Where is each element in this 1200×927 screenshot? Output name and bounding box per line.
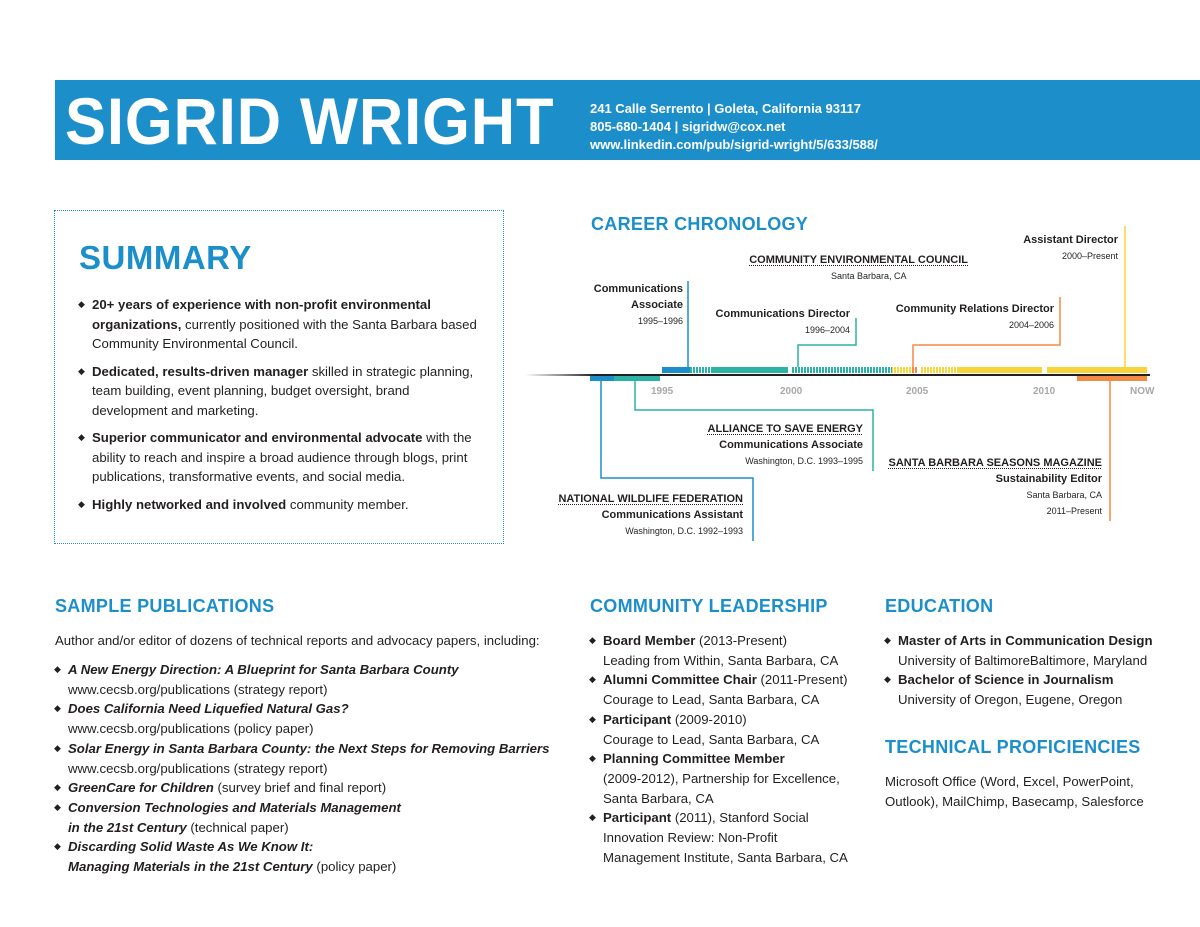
technical-text: Microsoft Office (Word, Excel, PowerPoint, Outlook), MailChimp, Basecamp, Salesforce [885, 774, 1144, 809]
label-asst-dir: Assistant Director 2000–Present [1023, 234, 1118, 261]
timeline-axis [595, 374, 1150, 376]
list-item: ◆ Board Member (2013-Present) Leading from Within, Santa Barbara, CA [589, 633, 839, 668]
list-item: ◆ Alumni Committee Chair (2011-Present) Courage to Lead, Santa Barbara, CA [589, 672, 848, 708]
bullet-icon: ◆ [589, 753, 596, 764]
list-item: ◆ Superior communicator and environmental advocate with the ability to reach and inspire a broad audience through blogs, print publications, transformative events, and social media. [78, 430, 472, 484]
label-comm-dir: Communications Director 1996–2004 [715, 308, 850, 335]
bullet-icon: ◆ [54, 801, 61, 812]
bar-asst-dir-2 [1047, 367, 1147, 373]
bullet-icon: ◆ [78, 498, 85, 509]
bullet-icon: ◆ [589, 635, 596, 645]
leadership-list [589, 631, 869, 867]
bullet-icon: ◆ [54, 703, 61, 714]
list-item: ◆ Master of Arts in Communication Design University of BaltimoreBaltimore, Maryland [884, 633, 1153, 668]
list-item: ◆ Participant (2009-2010) Courage to Lead, Santa Barbara, CA [589, 711, 820, 747]
bullet-icon: ◆ [589, 812, 596, 823]
list-item: ◆ Bachelor of Science in Journalism University of Oregon, Eugene, Oregon [884, 672, 1123, 708]
list-item: ◆ Highly networked and involved community member. [78, 495, 478, 515]
label-comm-assoc: Communications Associate 1995–1996 [593, 283, 683, 326]
timeline-axis-fade [525, 374, 595, 376]
bar-asst-dir [957, 367, 1042, 373]
bar-sbs [1077, 376, 1147, 381]
list-item: ◆ 20+ years of experience with non-profit environmental organizations, currently positioned with the Santa Barbara based Community Environmental Council. [78, 297, 477, 351]
publications-title: SAMPLE PUBLICATIONS [55, 596, 275, 616]
tick-2000: 2000 [780, 386, 803, 397]
education-title: EDUCATION [885, 596, 994, 616]
bullet-icon: ◆ [78, 365, 85, 376]
label-cec: COMMUNITY ENVIRONMENTAL COUNCIL [749, 254, 968, 266]
technical-title: TECHNICAL PROFICIENCIES [885, 737, 1141, 757]
summary-title: SUMMARY [79, 239, 252, 276]
publications-intro: Author and/or editor of dozens of technical reports and advocacy papers, including: [55, 633, 540, 648]
tick-2005: 2005 [906, 386, 929, 397]
label-nwf: NATIONAL WILDLIFE FEDERATION Communications Assistant Washington, D.C. 1992–1993 [558, 493, 743, 536]
list-item: ◆ Discarding Solid Waste As We Know It: Managing Materials in the 21st Century (policy paper) [54, 839, 397, 875]
bullet-icon: ◆ [589, 674, 596, 685]
leadership-title: COMMUNITY LEADERSHIP [590, 596, 828, 616]
bar-comm-dir [712, 367, 788, 373]
bar-comm-assoc-hatch [690, 367, 712, 373]
career-title: CAREER CHRONOLOGY [591, 214, 809, 234]
tick-now: NOW [1130, 386, 1155, 397]
address: 241 Calle Serrento | Goleta, California 93117 [590, 101, 861, 116]
bullet-icon: ◆ [78, 432, 85, 442]
bullet-icon: ◆ [589, 713, 596, 724]
tick-1995: 1995 [651, 386, 674, 397]
bar-comm-assoc [662, 367, 690, 373]
bullet-icon: ◆ [54, 664, 61, 674]
list-item: ◆ Conversion Technologies and Materials Management in the 21st Century (technical paper) [54, 799, 401, 835]
education-list [884, 631, 1184, 710]
phone-email[interactable]: 805-680-1404 | sigridw@cox.net [590, 119, 786, 134]
label-comm-rel: Community Relations Director 2004–2006 [895, 303, 1054, 330]
list-item: ◆ Solar Energy in Santa Barbara County: the Next Steps for Removing Barriers www.cecsb.org/publications (strategy report) [54, 740, 550, 776]
person-name: SIGRID WRIGHT [65, 84, 555, 158]
list-item: ◆ A New Energy Direction: A Blueprint for Santa Barbara County www.cecsb.org/publications (strategy report) [54, 662, 459, 697]
label-ase: ALLIANCE TO SAVE ENERGY Communications Associate Washington, D.C. 1993–1995 [707, 423, 863, 466]
list-item: ◆ Dedicated, results-driven manager skilled in strategic planning, team building, event planning, budget oversight, brand development and marketing. [78, 363, 474, 418]
bullet-icon: ◆ [884, 635, 891, 645]
bullet-icon: ◆ [78, 299, 85, 309]
bar-comm-dir-hatch [792, 367, 892, 373]
bar-transition-hatch [892, 367, 912, 373]
label-cec-place: Santa Barbara, CA [831, 271, 907, 281]
tick-2010: 2010 [1033, 386, 1056, 397]
list-item: ◆ GreenCare for Children (survey brief and final report) [54, 778, 554, 798]
list-item: ◆ Participant (2011), Stanford Social Innovation Review: Non-Profit Management Institute, Santa Barbara, CA [589, 810, 848, 865]
bar-comm-rel [912, 367, 917, 373]
list-item: ◆ Does California Need Liquefied Natural Gas? www.cecsb.org/publications (policy paper) [54, 701, 349, 737]
publications-list [54, 660, 554, 877]
bullet-icon: ◆ [54, 782, 61, 793]
bullet-icon: ◆ [54, 841, 61, 852]
bar-ase [614, 376, 660, 381]
bar-comm-rel-hatch [920, 367, 957, 373]
list-item: ◆ Planning Committee Member (2009-2012), Partnership for Excellence, Santa Barbara, CA [589, 751, 840, 806]
bullet-icon: ◆ [884, 674, 891, 685]
linkedin-link[interactable]: www.linkedin.com/pub/sigrid-wright/5/633/588/ [590, 137, 878, 152]
label-sbs: SANTA BARBARA SEASONS MAGAZINE Sustainability Editor Santa Barbara, CA 2011–Present [888, 457, 1102, 516]
bar-nwf [590, 376, 614, 381]
bullet-icon: ◆ [54, 742, 61, 753]
